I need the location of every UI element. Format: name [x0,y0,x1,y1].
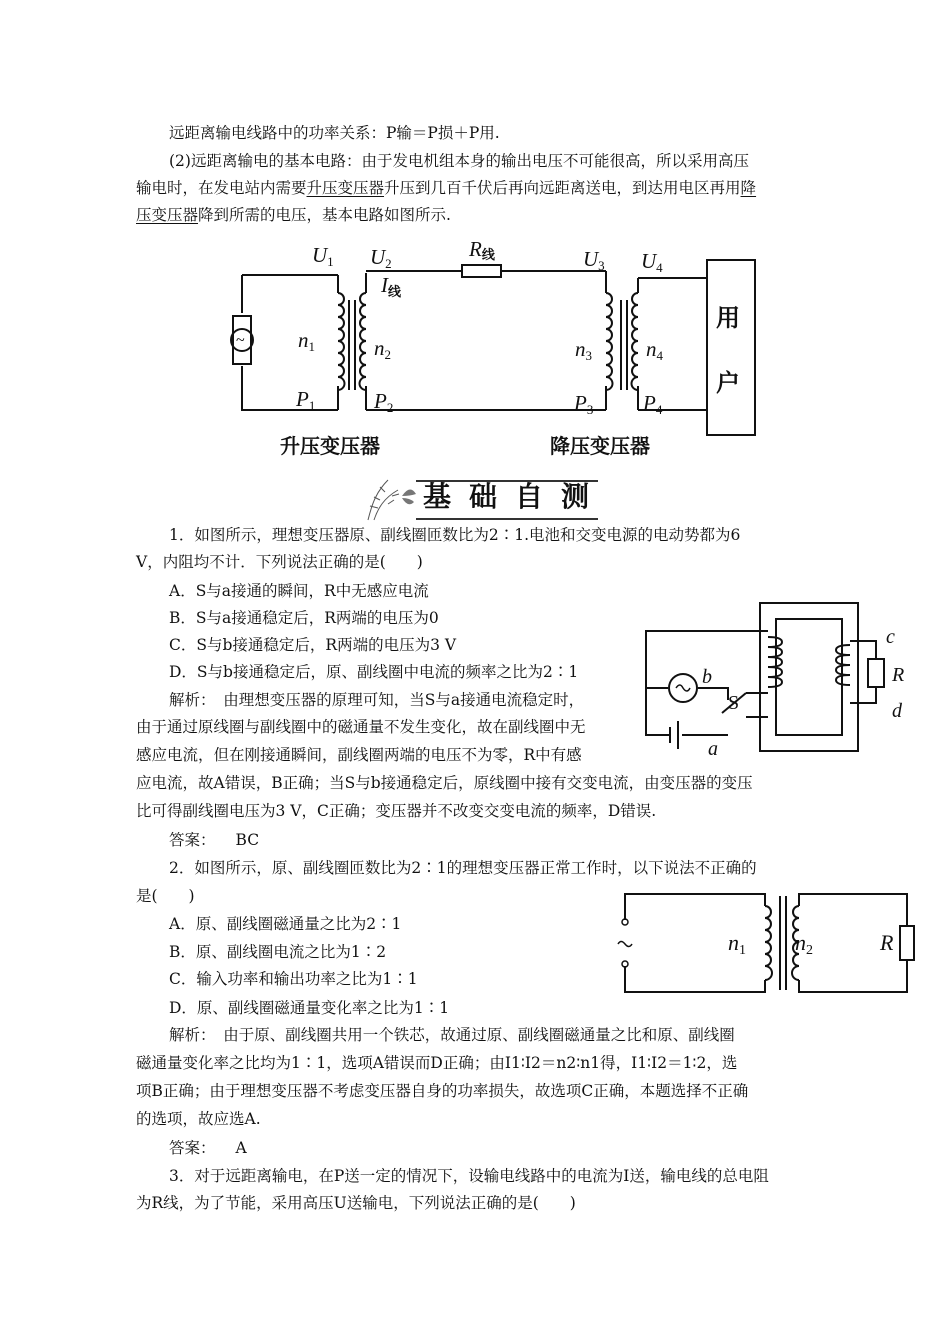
q1-stem-line-1: 1．如图所示，理想变压器原、副线圈匝数比为2∶1.电池和交变电源的电动势都为6 [169,526,741,544]
banner-char: 自 [514,480,543,513]
q1-explanation-line-2: 由于通过原线圈与副线圈中的磁通量不发生变化，故在副线圈中无 [136,718,586,736]
q1-answer: 答案： BC [169,831,260,849]
q2-option-d: D．原、副线圈磁通量变化率之比为1∶1 [169,999,450,1017]
svg-text:R线: R线 [469,238,495,263]
svg-text:n1: n1 [728,930,746,958]
svg-text:R: R [892,664,905,686]
svg-text:R: R [880,930,894,955]
q2-explanation-line-2: 磁通量变化率之比均为1∶1，选项A错误而D正确；由I1∶I2＝n2∶n1得，I1∶I2＝1∶2，选 [136,1054,738,1072]
svg-text:户: 户 [716,369,740,397]
section-banner [358,474,598,522]
transmission-circuit-diagram [220,238,760,466]
q2-option-c: C．输入功率和输出功率之比为1∶1 [169,970,418,988]
svg-text:b: b [702,666,712,688]
q2-explanation-line-4: 的选项，故应选A. [136,1110,261,1128]
banner-char: 础 [468,480,497,513]
svg-text:U2: U2 [370,245,392,271]
svg-text:n3: n3 [575,337,592,363]
svg-text:P1: P1 [296,387,316,413]
svg-text:P2: P2 [374,389,394,415]
svg-text:P4: P4 [643,391,663,417]
q2-transformer-figure [615,888,920,1000]
svg-text:a: a [708,738,718,760]
q2-option-a: A．原、副线圈磁通量之比为2∶1 [169,915,402,933]
q2-stem-line-2: 是( ) [136,887,195,905]
q2-explanation-line-3: 项B正确；由于理想变压器不考虑变压器自身的功率损失，故选项C正确，本题选择不正确 [136,1082,749,1100]
q1-explanation-line-5: 比可得副线圈电压为3 V，C正确；变压器并不改变交变电流的频率，D错误. [136,802,657,820]
svg-text:I线: I线 [381,273,402,300]
q3-stem-line-2: 为R线，为了节能，采用高压U送输电，下列说法正确的是( ) [136,1194,576,1212]
svg-text:c: c [886,626,895,648]
q2-explanation-line-1: 解析： 由于原、副线圈共用一个铁芯，故通过原、副线圈磁通量之比和原、副线圈 [169,1026,735,1044]
svg-text:U3: U3 [583,247,605,273]
q2-answer: 答案： A [169,1139,247,1157]
q1-option-b: B．S与a接通稳定后，R两端的电压为0 [169,609,439,627]
user-box [707,260,755,435]
power-relation: 远距离输电线路中的功率关系：P输＝P损＋P用. [169,124,500,142]
q1-explanation-line-4: 应电流，故A错误，B正确；当S与b接通稳定后，原线圈中接有交变电流，由变压器的变压 [136,774,753,792]
q1-transformer-figure [640,595,915,760]
q1-option-d: D．S与b接通稳定后，原、副线圈中电流的频率之比为2∶1 [169,663,579,681]
svg-text:S: S [728,692,740,714]
svg-text:n4: n4 [646,337,663,363]
svg-text:n2: n2 [374,336,391,362]
paragraph-2-line-3: 压变压器降到所需的电压，基本电路如图所示. [136,206,451,224]
svg-text:n2: n2 [795,930,813,958]
svg-text:用: 用 [716,304,740,332]
svg-text:d: d [892,700,902,722]
banner-char: 基 [422,480,451,513]
q1-explanation-line-1: 解析： 由理想变压器的原理可知，当S与a接通电流稳定时， [169,691,585,709]
svg-text:U1: U1 [312,243,334,269]
q2-stem-line-1: 2．如图所示，原、副线圈匝数比为2∶1的理想变压器正常工作时，以下说法不正确的 [169,859,757,877]
q1-option-c: C．S与b接通稳定后，R两端的电压为3 V [169,636,457,654]
svg-text:P3: P3 [574,391,594,417]
svg-text:U4: U4 [641,249,663,275]
svg-text:n1: n1 [298,328,315,354]
q3-stem-line-1: 3．对于远距离输电，在P送一定的情况下，设输电线路中的电流为I送，输电线的总电阻 [169,1167,769,1185]
q1-option-a: A．S与a接通的瞬间，R中无感应电流 [169,582,429,600]
q2-option-b: B．原、副线圈电流之比为1∶2 [169,943,387,961]
svg-text:~: ~ [236,332,245,349]
q1-stem-line-2: V，内阻均不计．下列说法正确的是( ) [136,553,423,571]
paragraph-2-line-2: 输电时，在发电站内需要升压变压器升压到几百千伏后再向远距离送电，到达用电区再用降 [136,179,757,197]
svg-text:升压变压器: 升压变压器 [280,434,380,458]
paragraph-2-line-1: (2)远距离输电的基本电路：由于发电机组本身的输出电压不可能很高，所以采用高压 [169,152,749,170]
svg-text:降压变压器: 降压变压器 [550,434,650,458]
q1-explanation-line-3: 感应电流，但在刚接通瞬间，副线圈两端的电压不为零，R中有感 [136,746,582,764]
primary-coil-1 [338,293,345,390]
banner-char: 测 [560,480,589,513]
